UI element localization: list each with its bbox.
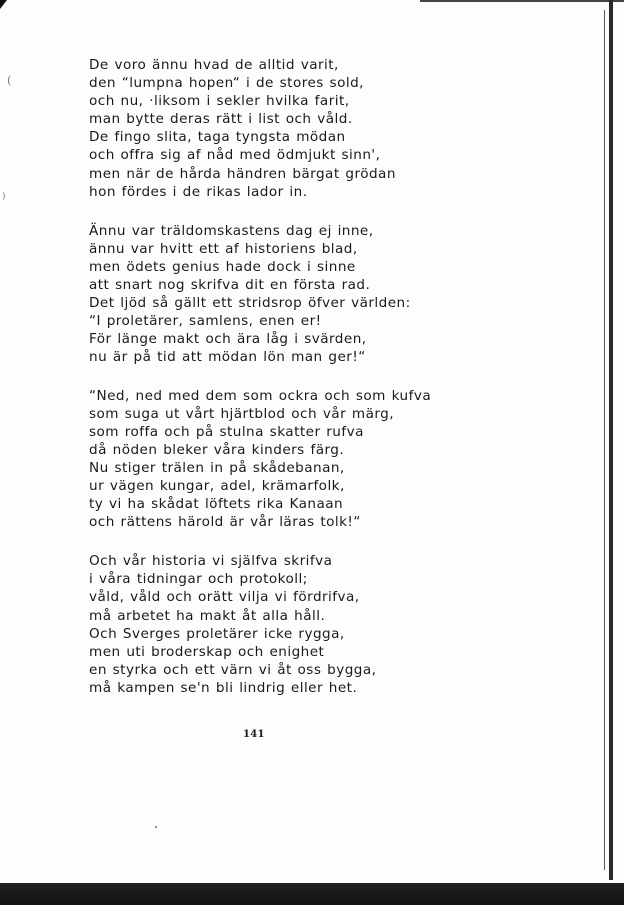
poem-line: Och vår historia vi själfva skrifva bbox=[89, 553, 333, 570]
poem-line: må arbetet ha makt åt alla håll. bbox=[89, 607, 326, 624]
poem bbox=[89, 56, 459, 717]
poem-line: må kampen se'n bli lindrig eller het. bbox=[89, 679, 358, 696]
poem-line: då nöden bleker våra kinders färg. bbox=[89, 441, 345, 458]
poem-line: För länge makt och ära låg i svärden, bbox=[89, 331, 367, 348]
poem-line: och rättens härold är vår läras tolk!“ bbox=[89, 514, 361, 531]
poem-line: Det ljöd så gällt ett stridsrop öfver världen: bbox=[89, 295, 411, 312]
poem-line: ty vi ha skådat löftets rika Kanaan bbox=[89, 496, 344, 513]
poem-line: Nu stiger trälen in på skådebanan, bbox=[89, 459, 345, 476]
poem-line: Ännu var träldomskastens dag ej inne, bbox=[89, 222, 374, 239]
poem-line: som suga ut vårt hjärtblod och vår märg, bbox=[89, 405, 395, 422]
poem-line: man bytte deras rätt i list och våld. bbox=[89, 111, 353, 128]
poem-line: Och Sverges proletärer icke rygga, bbox=[89, 625, 345, 642]
poem-line: ur vägen kungar, adel, krämarfolk, bbox=[89, 477, 345, 494]
poem-line: De fingo slita, taga tyngsta mödan bbox=[89, 129, 346, 146]
poem-line: ännu var hvitt ett af historiens blad, bbox=[89, 240, 358, 257]
poem-line: som roffa och på stulna skatter rufva bbox=[89, 423, 364, 440]
scan-right-edge bbox=[609, 0, 613, 880]
poem-line: i våra tidningar och protokoll; bbox=[89, 571, 308, 588]
scan-bottom-edge bbox=[0, 883, 624, 905]
poem-line: men när de hårda händren bärgat grödan bbox=[89, 165, 396, 182]
speck bbox=[155, 826, 157, 828]
stanza-4 bbox=[89, 552, 459, 697]
poem-line: och nu, ·liksom i sekler hvilka farit, bbox=[89, 93, 350, 110]
margin-mark: ) bbox=[2, 192, 6, 202]
stanza-3 bbox=[89, 387, 459, 532]
poem-line: och offra sig af nåd med ödmjukt sinn', bbox=[89, 147, 381, 164]
scan-right-edge-inner bbox=[604, 10, 605, 870]
poem-line: en styrka och ett värn vi åt oss bygga, bbox=[89, 661, 377, 678]
poem-line: “I proletärer, samlens, enen er! bbox=[89, 313, 322, 330]
stanza-1 bbox=[89, 56, 459, 201]
poem-line: men ödets genius hade dock i sinne bbox=[89, 258, 356, 275]
poem-line: nu är på tid att mödan lön man ger!“ bbox=[89, 349, 366, 366]
poem-line: våld, våld och orätt vilja vi fördrifva, bbox=[89, 589, 360, 606]
poem-line: att snart nog skrifva dit en första rad. bbox=[89, 277, 371, 294]
poem-line: De voro ännu hvad de alltid varit, bbox=[89, 57, 339, 73]
page-number: 141 bbox=[243, 729, 265, 740]
poem-line: “Ned, ned med dem som ockra och som kufva bbox=[89, 387, 432, 404]
scan-corner-mark bbox=[0, 0, 7, 9]
poem-line: hon fördes i de rikas lador in. bbox=[89, 183, 308, 200]
margin-mark: ( bbox=[7, 74, 12, 87]
scan-top-edge bbox=[420, 0, 624, 2]
poem-line: men uti broderskap och enighet bbox=[89, 643, 325, 660]
stanza-2 bbox=[89, 222, 459, 367]
poem-line: den “lumpna hopen“ i de stores sold, bbox=[89, 75, 364, 92]
